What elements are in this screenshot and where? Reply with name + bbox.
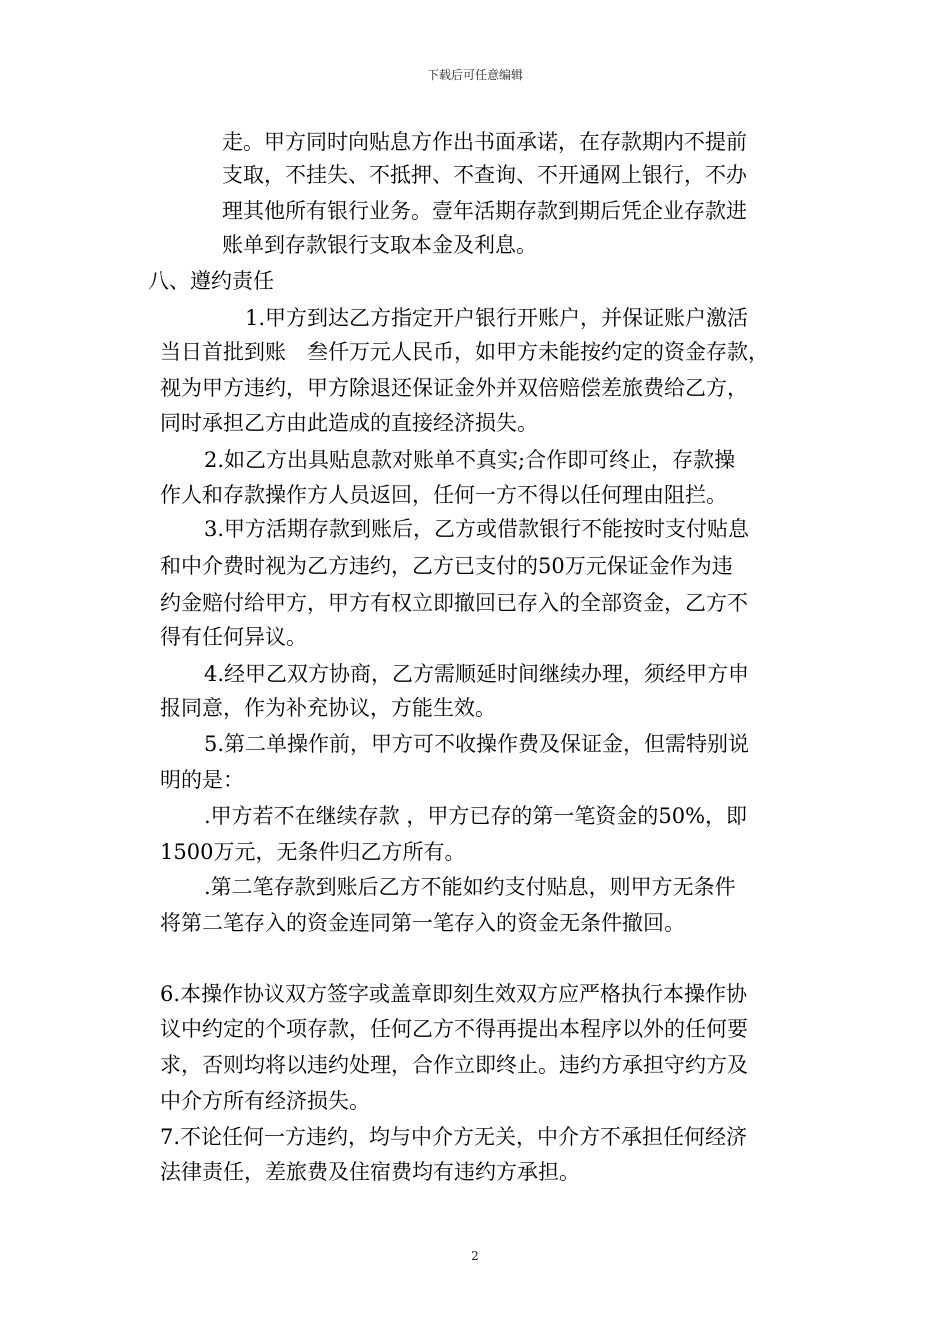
paragraph-line: 作人和存款操作方人员返回，任何一方不得以任何理由阻拦。 bbox=[160, 483, 727, 507]
paragraph-line: 1500万元，无条件归乙方所有。 bbox=[160, 840, 466, 864]
paragraph-line: 当日首批到账 叁仟万元人民币，如甲方未能按约定的资金存款， bbox=[160, 340, 769, 364]
page-number: 2 bbox=[471, 1249, 479, 1263]
paragraph-line: 6.本操作协议双方签字或盖章即刻生效双方应严格执行本操作协 bbox=[160, 982, 748, 1006]
paragraph-line: 账单到存款银行支取本金及利息。 bbox=[222, 233, 537, 257]
paragraph-line: 求，否则均将以违约处理，合作立即终止。违约方承担守约方及 bbox=[160, 1053, 748, 1077]
paragraph-line: 5.第二单操作前，甲方可不收操作费及保证金，但需特别说 bbox=[204, 732, 750, 756]
paragraph-line: 同时承担乙方由此造成的直接经济损失。 bbox=[160, 411, 538, 435]
paragraph-line: .甲方若不在继续存款 ，甲方已存的第一笔资金的50%，即 bbox=[204, 804, 748, 828]
paragraph-line: 4.经甲乙双方协商，乙方需顺延时间继续办理，须经甲方申 bbox=[204, 662, 750, 686]
paragraph-line: 明的是： bbox=[160, 768, 244, 792]
paragraph-line: 议中约定的个项存款，任何乙方不得再提出本程序以外的任何要 bbox=[160, 1017, 748, 1041]
paragraph-line: 3.甲方活期存款到账后，乙方或借款银行不能按时支付贴息 bbox=[204, 517, 750, 541]
paragraph-line: 支取，不挂失、不抵押、不查询、不开通网上银行，不办 bbox=[222, 163, 747, 187]
paragraph-line: 7.不论任何一方违约，均与中介方无关，中介方不承担任何经济 bbox=[160, 1125, 748, 1149]
paragraph-line: 1.甲方到达乙方指定开户银行开账户，并保证账户激活 bbox=[245, 306, 749, 330]
paragraph-line: 报同意，作为补充协议，方能生效。 bbox=[160, 696, 496, 720]
page-header: 下载后可任意编辑 bbox=[426, 68, 523, 82]
paragraph-line: 和中介费时视为乙方违约，乙方已支付的50万元保证金作为违 bbox=[160, 554, 733, 578]
paragraph-line: 将第二笔存入的资金连同第一笔存入的资金无条件撤回。 bbox=[160, 911, 685, 935]
paragraph-line: 走。甲方同时向贴息方作出书面承诺，在存款期内不提前 bbox=[222, 130, 747, 154]
paragraph-line: 法律责任，差旅费及住宿费均有违约方承担。 bbox=[160, 1160, 580, 1184]
paragraph-line: 视为甲方违约，甲方除退还保证金外并双倍赔偿差旅费给乙方， bbox=[160, 376, 748, 400]
paragraph-line: 得有任何异议。 bbox=[160, 625, 307, 649]
section-heading: 八、遵约责任 bbox=[148, 269, 274, 293]
paragraph-line: 约金赔付给甲方，甲方有权立即撤回已存入的全部资金，乙方不 bbox=[160, 591, 748, 615]
paragraph-line: 中介方所有经济损失。 bbox=[160, 1089, 370, 1113]
paragraph-line: 理其他所有银行业务。壹年活期存款到期后凭企业存款进 bbox=[222, 199, 747, 223]
paragraph-line: 2.如乙方出具贴息款对账单不真实;合作即可终止，存款操 bbox=[204, 448, 736, 472]
paragraph-line: .第二笔存款到账后乙方不能如约支付贴息，则甲方无条件 bbox=[204, 875, 736, 899]
